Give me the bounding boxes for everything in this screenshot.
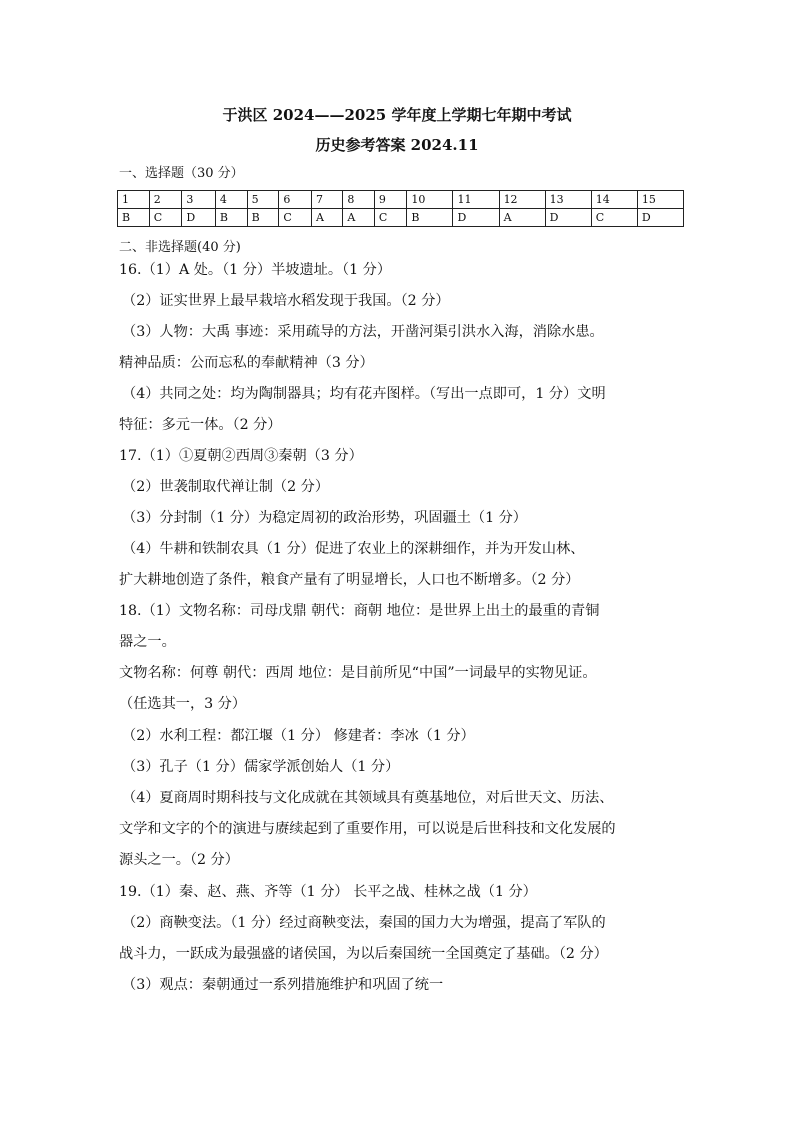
question-number-cell: 8 <box>343 191 374 209</box>
answer-line: （3）孔子（1 分）儒家学派创始人（1 分） <box>122 759 400 775</box>
answer-cell: B <box>247 209 279 227</box>
answer-line: （2）商鞅变法。（1 分）经过商鞅变法，秦国的国力大为增强，提高了军队的 <box>122 915 606 931</box>
question-number-cell: 6 <box>279 191 312 209</box>
answer-line: （3）观点：秦朝通过一系列措施维护和巩固了统一 <box>122 977 444 993</box>
answer-line: （2）证实世界上最早栽培水稻发现于我国。（2 分） <box>122 293 450 309</box>
answer-line: 18.（1）文物名称：司母戊鼎 朝代：商朝 地位：是世界上出土的最重的青铜 <box>119 603 600 619</box>
question-number-cell: 7 <box>311 191 342 209</box>
answer-cell: C <box>591 209 637 227</box>
question-number-cell: 10 <box>407 191 453 209</box>
answer-line: 战斗力，一跃成为最强盛的诸侯国，为以后秦国统一全国奠定了基础。（2 分） <box>119 946 608 962</box>
answer-line: （2）世袭制取代禅让制（2 分） <box>122 479 330 495</box>
exam-title: 于洪区 2024——2025 学年度上学期七年期中考试 <box>222 106 572 124</box>
answer-line: 源头之一。（2 分） <box>119 852 239 868</box>
answer-cell: A <box>311 209 342 227</box>
question-number-row <box>118 191 684 209</box>
question-number-cell: 12 <box>499 191 545 209</box>
question-number-cell: 1 <box>118 191 150 209</box>
question-number-cell: 15 <box>637 191 683 209</box>
answer-cell: B <box>118 209 150 227</box>
answer-line: （4）共同之处：均为陶制器具；均有花卉图样。（写出一点即可，1 分）文明 <box>122 386 606 402</box>
answer-line: 17.（1）①夏朝②西周③秦朝（3 分） <box>119 448 363 464</box>
section2-heading: 二、非选择题(40 分) <box>119 240 241 255</box>
answer-line: （4）夏商周时期科技与文化成就在其领域具有奠基地位，对后世天文、历法、 <box>122 790 614 806</box>
answer-line: 扩大耕地创造了条件，粮食产量有了明显增长，人口也不断增多。（2 分） <box>119 572 580 588</box>
answer-line: 19.（1）秦、赵、燕、齐等（1 分） 长平之战、桂林之战（1 分） <box>119 884 537 900</box>
answer-cell: C <box>149 209 182 227</box>
question-number-cell: 5 <box>247 191 279 209</box>
answer-cell: D <box>453 209 499 227</box>
answer-line: （3）人物：大禹 事迹：采用疏导的方法，开凿河渠引洪水入海，消除水患。 <box>122 324 604 340</box>
answer-table <box>117 190 684 227</box>
answer-cell: C <box>374 209 407 227</box>
answer-cell: C <box>279 209 312 227</box>
answer-line: 文物名称：何尊 朝代：西周 地位：是目前所见“中国”一词最早的实物见证。 <box>119 665 597 681</box>
exam-subtitle: 历史参考答案 2024.11 <box>315 136 479 154</box>
answer-cell: B <box>215 209 247 227</box>
answer-cell: A <box>343 209 374 227</box>
section1-heading: 一、选择题（30 分） <box>119 166 244 181</box>
question-number-cell: 13 <box>545 191 591 209</box>
answer-line: 精神品质：公而忘私的奉献精神（3 分） <box>119 355 374 371</box>
answer-line: （3）分封制（1 分）为稳定周初的政治形势，巩固疆土（1 分） <box>122 510 527 526</box>
answer-row <box>118 209 684 227</box>
answer-line: 器之一。 <box>119 634 176 650</box>
question-number-cell: 9 <box>374 191 407 209</box>
answer-line: 文学和文字的个的演进与赓续起到了重要作用，可以说是后世科技和文化发展的 <box>119 821 616 837</box>
answer-cell: A <box>499 209 545 227</box>
answer-cell: D <box>545 209 591 227</box>
answer-line: （4）牛耕和铁制农具（1 分）促进了农业上的深耕细作，并为开发山林、 <box>122 541 585 557</box>
answer-cell: D <box>182 209 216 227</box>
question-number-cell: 2 <box>149 191 182 209</box>
answer-line: 特征：多元一体。（2 分） <box>119 417 282 433</box>
answer-line: （任选其一，3 分） <box>119 696 247 712</box>
question-number-cell: 14 <box>591 191 637 209</box>
question-number-cell: 11 <box>453 191 499 209</box>
answer-cell: D <box>637 209 683 227</box>
question-number-cell: 3 <box>182 191 216 209</box>
question-number-cell: 4 <box>215 191 247 209</box>
answer-cell: B <box>407 209 453 227</box>
answer-line: （2）水利工程：都江堰（1 分） 修建者：李冰（1 分） <box>122 728 475 744</box>
answer-line: 16.（1）A 处。（1 分）半坡遗址。（1 分） <box>119 262 392 278</box>
